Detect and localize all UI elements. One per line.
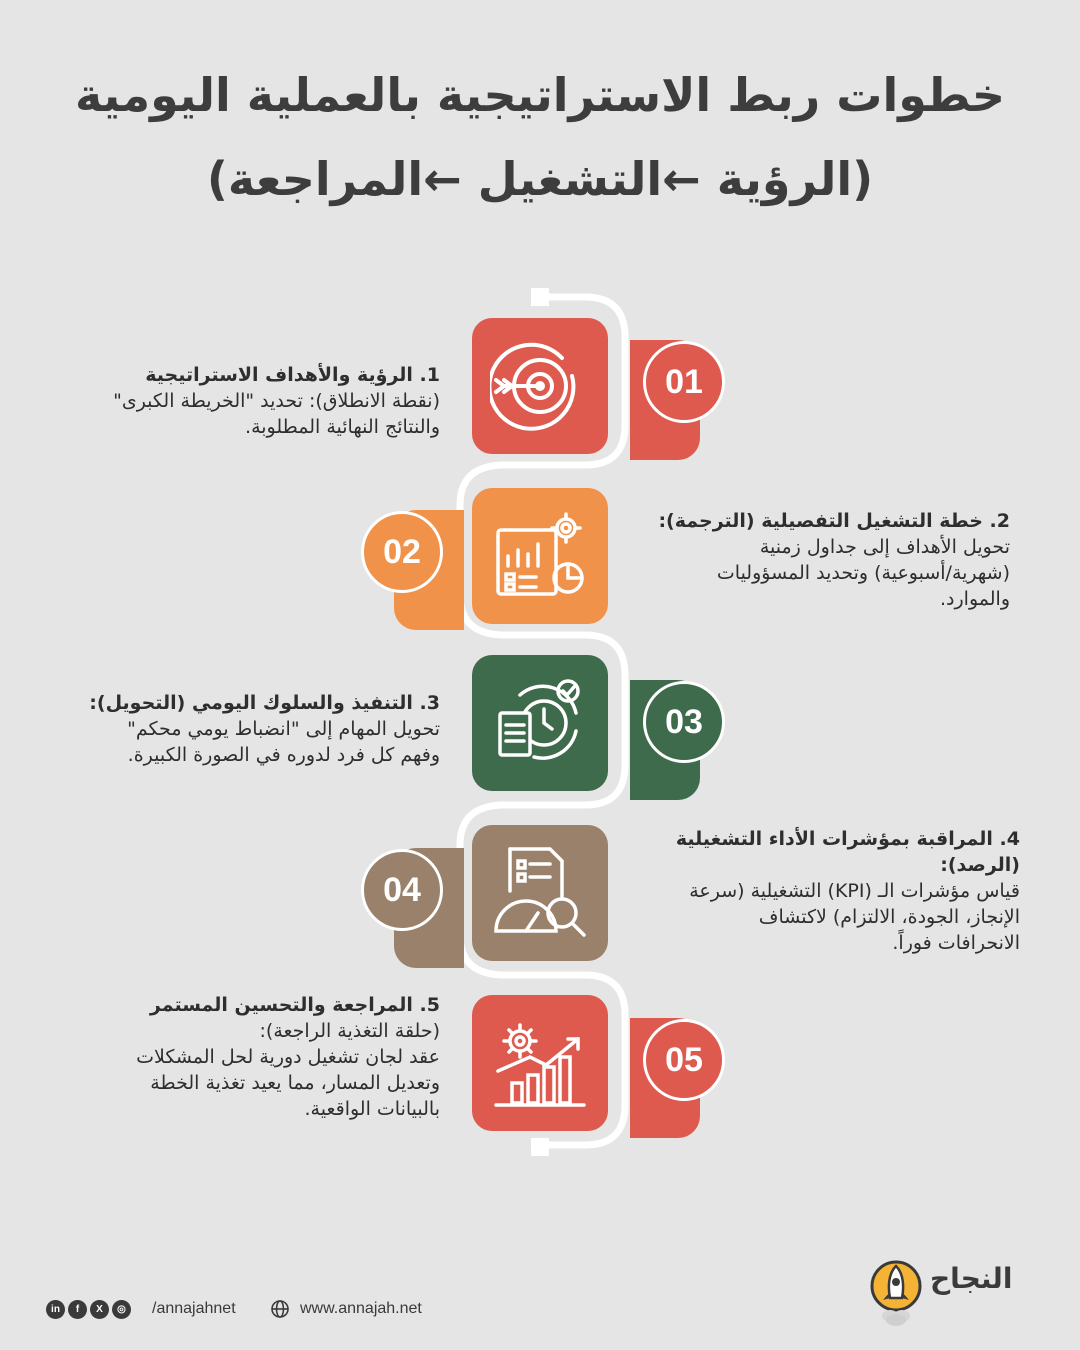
step-1-line-2: والنتائج النهائية المطلوبة. [245,416,440,438]
x-icon[interactable]: X [90,1300,109,1319]
step-2-tile [472,488,608,624]
step-2-number: 02 [361,511,443,593]
step-5-line-3: وتعديل المسار، مما يعيد تغذية الخطة [150,1072,440,1094]
step-4-line-2: الإنجاز، الجودة، الالتزام) لاكتشاف [758,906,1020,928]
step-2-text [658,508,1010,612]
brand-logo-text: النجاح [930,1262,1013,1295]
step-2-line-2: (شهرية/أسبوعية) وتحديد المسؤوليات [716,562,1010,584]
instagram-icon[interactable]: ◎ [112,1300,131,1319]
target-icon [490,336,590,436]
step-3-title: 3. التنفيذ والسلوك اليومي (التحويل): [89,692,440,714]
step-2-title: 2. خطة التشغيل التفصيلية (الترجمة): [658,510,1010,532]
step-3-number: 03 [643,681,725,763]
step-4-tile [472,825,608,961]
globe-icon [270,1299,290,1319]
growth-chart-gear-icon [490,1013,590,1113]
step-1-tile [472,318,608,454]
step-4-title: 4. المراقبة بمؤشرات الأداء التشغيلية [675,828,1020,850]
clock-cycle-checklist-icon [490,673,590,773]
facebook-icon[interactable]: f [68,1300,87,1319]
linkedin-icon[interactable]: in [46,1300,65,1319]
step-5-number: 05 [643,1019,725,1101]
step-5-line-2: عقد لجان تشغيل دورية لحل المشكلات [136,1046,440,1068]
step-3-line-2: وفهم كل فرد لدوره في الصورة الكبيرة. [127,744,440,766]
step-1-text [113,362,440,440]
social-icons [46,1300,131,1319]
step-3-tile [472,655,608,791]
planning-dashboard-icon [490,506,590,606]
step-4-title-2: (الرصد): [940,854,1020,876]
page-subtitle: (الرؤية ←التشغيل ←المراجعة) [206,152,874,206]
step-4-line-1: قياس مؤشرات الـ (KPI) التشغيلية (سرعة [689,880,1020,902]
step-1-title: 1. الرؤية والأهداف الاستراتيجية [145,364,440,386]
step-2-line-3: والموارد. [940,588,1010,610]
report-gauge-magnifier-icon [490,843,590,943]
step-5-title: 5. المراجعة والتحسين المستمر [149,994,440,1016]
step-4-line-3: الانحرافات فوراً. [892,932,1020,954]
step-1-number: 01 [643,341,725,423]
step-3-line-1: تحويل المهام إلى "انضباط يومي محكم" [127,718,440,740]
step-1-line-1: (نقطة الانطلاق): تحديد "الخريطة الكبرى" [113,390,440,412]
step-4-text [676,826,1020,956]
step-2-line-1: تحويل الأهداف إلى جداول زمنية [759,536,1010,558]
social-handle[interactable]: /annajahnet [152,1300,236,1317]
step-5-line-1: (حلقة التغذية الراجعة): [259,1020,440,1042]
rocket-logo-icon [868,1258,924,1328]
step-4-number: 04 [361,849,443,931]
step-3-text [89,690,440,768]
page-title: خطوات ربط الاستراتيجية بالعملية اليومية [74,68,1006,122]
step-5-line-4: بالبيانات الواقعية. [304,1098,440,1120]
step-5-tile [472,995,608,1131]
website-link[interactable]: www.annajah.net [300,1300,422,1317]
step-5-text [136,992,440,1122]
